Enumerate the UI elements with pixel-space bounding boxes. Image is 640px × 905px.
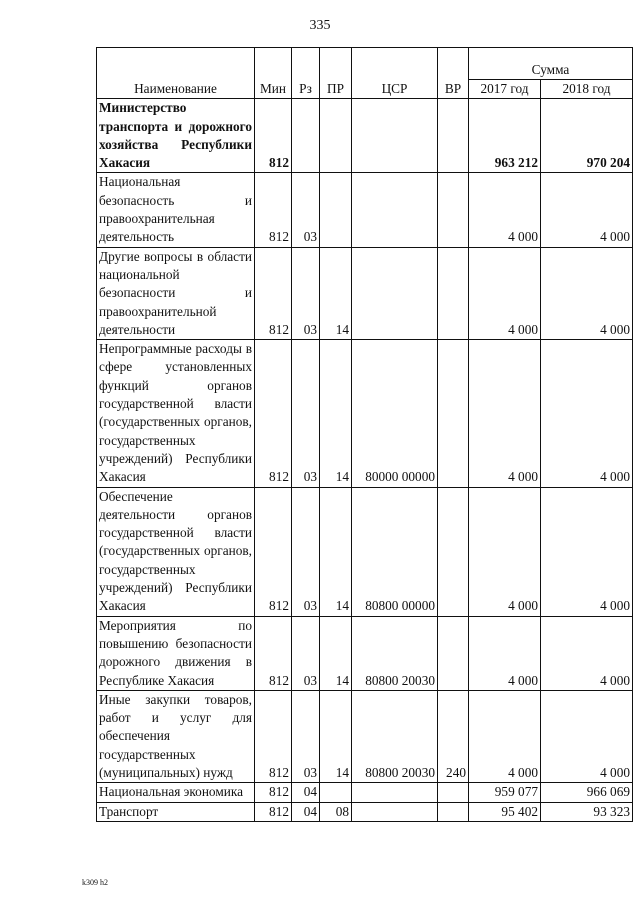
page-number: 335 [309, 18, 331, 33]
table-row [97, 340, 633, 487]
row-sum-2018: 4 000 [541, 487, 633, 616]
header-name: Наименование [97, 48, 255, 99]
header-min: Мин [255, 48, 292, 99]
row-sum-2018: 4 000 [541, 173, 633, 247]
row-sum-2018: 970 204 [541, 99, 633, 173]
row-min: 812 [255, 247, 292, 339]
table-row [97, 690, 633, 782]
row-rz: 03 [292, 487, 320, 616]
table-row [97, 616, 633, 690]
row-vr [438, 487, 469, 616]
row-min: 812 [255, 616, 292, 690]
row-rz: 03 [292, 173, 320, 247]
table-row [97, 247, 633, 339]
header-year-2018: 2018 год [541, 80, 633, 99]
table-row [97, 173, 633, 247]
row-rz: 03 [292, 690, 320, 782]
row-csr [352, 802, 438, 821]
row-sum-2018: 4 000 [541, 340, 633, 487]
row-name: Национальная безопасность и правоохранительная деятельность [97, 173, 255, 247]
row-pr [320, 99, 352, 173]
row-name: Мероприятия по повышению безопасности дорожного движения в Республике Хакасия [97, 616, 255, 690]
row-csr: 80800 00000 [352, 487, 438, 616]
row-min: 812 [255, 690, 292, 782]
row-csr: 80800 20030 [352, 690, 438, 782]
row-vr [438, 616, 469, 690]
table-row [97, 802, 633, 821]
row-sum-2018: 93 323 [541, 802, 633, 821]
row-name: Министерство транспорта и дорожного хозяйства Республики Хакасия [97, 99, 255, 173]
footer-code: k309 h2 [82, 878, 108, 887]
row-rz: 04 [292, 783, 320, 802]
row-sum-2017: 4 000 [469, 247, 541, 339]
row-sum-2017: 4 000 [469, 340, 541, 487]
header-rz: Рз [292, 48, 320, 99]
row-rz: 03 [292, 247, 320, 339]
row-vr [438, 783, 469, 802]
row-sum-2018: 966 069 [541, 783, 633, 802]
row-pr: 14 [320, 690, 352, 782]
row-vr [438, 247, 469, 339]
row-min: 812 [255, 99, 292, 173]
row-pr: 14 [320, 487, 352, 616]
row-pr: 14 [320, 247, 352, 339]
row-name: Национальная экономика [97, 783, 255, 802]
row-sum-2017: 963 212 [469, 99, 541, 173]
row-min: 812 [255, 783, 292, 802]
row-vr [438, 802, 469, 821]
row-min: 812 [255, 802, 292, 821]
row-rz: 03 [292, 340, 320, 487]
row-csr: 80800 20030 [352, 616, 438, 690]
row-sum-2018: 4 000 [541, 616, 633, 690]
row-pr [320, 783, 352, 802]
row-sum-2017: 4 000 [469, 690, 541, 782]
row-csr: 80000 00000 [352, 340, 438, 487]
row-name: Транспорт [97, 802, 255, 821]
header-csr: ЦСР [352, 48, 438, 99]
row-pr: 14 [320, 340, 352, 487]
row-sum-2017: 4 000 [469, 487, 541, 616]
row-csr [352, 99, 438, 173]
header-sum: Сумма [469, 48, 633, 80]
row-vr: 240 [438, 690, 469, 782]
row-name: Непрограммные расходы в сфере установленных функций органов государственной власти (государственных органов, государственных учреждений) Республики Хакасия [97, 340, 255, 487]
row-name: Иные закупки товаров, работ и услуг для обеспечения государственных (муниципальных) нужд [97, 690, 255, 782]
table-row [97, 783, 633, 802]
table-row [97, 99, 633, 173]
row-csr [352, 783, 438, 802]
budget-table [96, 47, 633, 822]
row-min: 812 [255, 340, 292, 487]
header-vr: ВР [438, 48, 469, 99]
row-sum-2018: 4 000 [541, 690, 633, 782]
row-csr [352, 173, 438, 247]
row-sum-2017: 4 000 [469, 616, 541, 690]
row-rz [292, 99, 320, 173]
row-min: 812 [255, 487, 292, 616]
header-year-2017: 2017 год [469, 80, 541, 99]
row-sum-2017: 95 402 [469, 802, 541, 821]
row-sum-2018: 4 000 [541, 247, 633, 339]
row-name: Другие вопросы в области национальной безопасности и правоохранительной деятельности [97, 247, 255, 339]
row-name: Обеспечение деятельности органов государственной власти (государственных органов, государственных учреждений) Республики Хакасия [97, 487, 255, 616]
row-min: 812 [255, 173, 292, 247]
header-pr: ПР [320, 48, 352, 99]
row-pr [320, 173, 352, 247]
row-vr [438, 173, 469, 247]
row-vr [438, 99, 469, 173]
row-rz: 03 [292, 616, 320, 690]
row-pr: 14 [320, 616, 352, 690]
row-rz: 04 [292, 802, 320, 821]
row-sum-2017: 959 077 [469, 783, 541, 802]
table-row [97, 487, 633, 616]
row-vr [438, 340, 469, 487]
row-csr [352, 247, 438, 339]
row-sum-2017: 4 000 [469, 173, 541, 247]
row-pr: 08 [320, 802, 352, 821]
